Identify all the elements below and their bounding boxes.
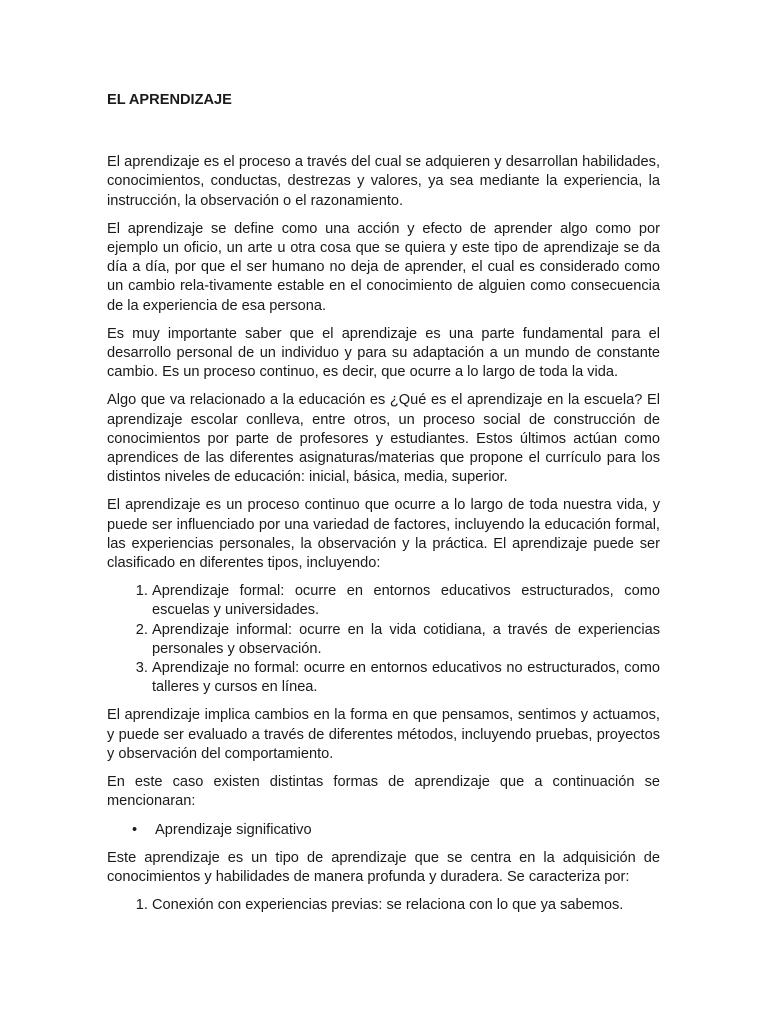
learning-types-list bbox=[107, 582, 660, 697]
paragraph-significant-learning: Este aprendizaje es un tipo de aprendizaje que se centra en la adquisición de conocimientos y habilidades de manera profunda y duradera. Se caracteriza por: bbox=[107, 849, 660, 885]
list-item: 1. Aprendizaje formal: ocurre en entornos educativos estructurados, como escuelas y universidades. bbox=[152, 582, 660, 620]
paragraph-forms-intro: En este caso existen distintas formas de aprendizaje que a continuación se mencionaran: bbox=[107, 774, 660, 810]
list-item: 3. Aprendizaje no formal: ocurre en entornos educativos no estructurados, como talleres y cursos en línea. bbox=[152, 659, 660, 697]
characteristics-list bbox=[107, 896, 660, 915]
list-item: 1. Conexión con experiencias previas: se relaciona con lo que ya sabemos. bbox=[152, 896, 660, 915]
paragraph-school-learning: Algo que va relacionado a la educación es ¿Qué es el aprendizaje en la escuela? El aprendizaje escolar conlleva, entre otros, un proceso social de construcción de conocimientos por parte de profesores y estudiantes. Estos últimos actúan como aprendices de las diferentes asignaturas/materias que propone el currículo para los distintos niveles de educación: inicial, básica, media, superior. bbox=[107, 392, 660, 486]
document-page bbox=[107, 91, 660, 924]
list-item bbox=[132, 821, 660, 840]
paragraph-meaning: El aprendizaje se define como una acción y efecto de aprender algo como por ejemplo un oficio, un arte u otra cosa que se quiera y este tipo de aprendizaje se da día a día, por que el ser humano no deja de aprender, el cual es considerado como un cambio rela-tivamente estable en el conocimiento de alguien como consecuencia de la experiencia de esa persona. bbox=[107, 220, 660, 314]
paragraph-continuous-process: El aprendizaje es un proceso continuo que ocurre a lo largo de toda nuestra vida, y puede ser influenciado por una variedad de factores, incluyendo la educación formal, las experiencias personales, la observación y la práctica. El aprendizaje puede ser clasificado en diferentes tipos, incluyendo: bbox=[107, 497, 660, 572]
document-title: EL APRENDIZAJE bbox=[107, 92, 232, 108]
list-item: 2. Aprendizaje informal: ocurre en la vida cotidiana, a través de experiencias personales y observación. bbox=[152, 621, 660, 659]
paragraph-importance: Es muy importante saber que el aprendizaje es una parte fundamental para el desarrollo personal de un individuo y para su adaptación a un mundo de constante cambio. Es un proceso continuo, es decir, que ocurre a lo largo de toda la vida. bbox=[107, 325, 660, 381]
paragraph-definition: El aprendizaje es el proceso a través del cual se adquieren y desarrollan habilidades, conocimientos, conductas, destrezas y valores, ya sea mediante la experiencia, la instrucción, la observación o el razonamiento. bbox=[107, 154, 660, 209]
bullet-icon: • bbox=[132, 821, 138, 838]
learning-forms-list bbox=[107, 821, 660, 840]
list-item-label: Aprendizaje significativo bbox=[155, 821, 312, 838]
paragraph-changes: El aprendizaje implica cambios en la forma en que pensamos, sentimos y actuamos, y puede ser evaluado a través de diferentes métodos, incluyendo pruebas, proyectos y observación del comportamiento. bbox=[107, 707, 660, 762]
